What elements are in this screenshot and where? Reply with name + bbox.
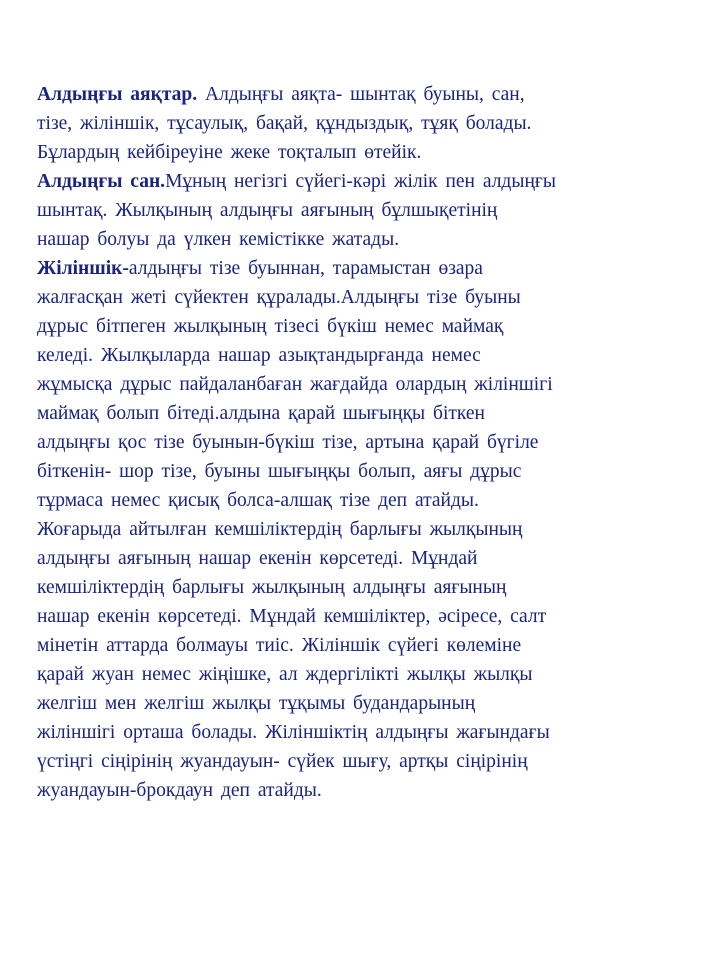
line-text: Бұлардың кейбіреуіне жеке тоқталып өтейік. (37, 142, 422, 163)
line-text: маймақ болып бітеді.алдына қарай шығыңқы біткен (37, 403, 485, 424)
line-text: Алдыңғы аяқта- шынтақ буыны, сан, (197, 84, 525, 105)
line-text: жуандауын-брокдаун деп атайды. (37, 780, 322, 801)
text-line (37, 689, 697, 718)
line-text: шынтақ. Жылқының алдыңғы аяғының бұлшықетінің (37, 200, 498, 221)
line-text: дұрыс бітпеген жылқының тізесі бүкіш немес маймақ (37, 316, 504, 337)
text-line (37, 457, 697, 486)
line-text: тұрмаса немес қисық болса-алшақ тізе деп атайды. (37, 490, 479, 511)
text-line (37, 109, 697, 138)
text-line (37, 138, 697, 167)
text-line (37, 515, 697, 544)
text-line (37, 196, 697, 225)
text-line (37, 631, 697, 660)
text-line (37, 167, 697, 196)
text-line (37, 370, 697, 399)
line-text: жіліншігі орташа болады. Жіліншіктің алдыңғы жағындағы (37, 722, 550, 743)
line-text: нашар екенін көрсетеді. Мұндай кемшіліктер, әсіресе, салт (37, 606, 547, 627)
text-line (37, 602, 697, 631)
text-line (37, 776, 697, 805)
text-line (37, 283, 697, 312)
text-line (37, 312, 697, 341)
line-text: нашар болуы да үлкен кемістікке жатады. (37, 229, 400, 250)
document-body (37, 80, 697, 805)
line-text: жұмысқа дұрыс пайдаланбаған жағдайда олардың жіліншігі (37, 374, 553, 395)
text-line (37, 544, 697, 573)
line-text: Жоғарыда айтылған кемшіліктердің барлығы жылқының (37, 519, 523, 540)
line-text: тізе, жіліншік, тұсаулық, бақай, құндыздық, тұяқ болады. (37, 113, 532, 134)
heading-forearm: Алдыңғы сан. (37, 171, 166, 192)
line-text: біткенін- шор тізе, буыны шығыңқы болып, аяғы дұрыс (37, 461, 522, 482)
line-text: Мұның негізгі сүйегі-кәрі жілік пен алдыңғы (165, 171, 556, 192)
line-text: алдыңғы қос тізе буынын-бүкіш тізе, артына қарай бүгіле (37, 432, 539, 453)
text-line (37, 254, 697, 283)
text-line (37, 660, 697, 689)
line-text: желгіш мен желгіш жылқы тұқымы будандарының (37, 693, 476, 714)
text-line (37, 399, 697, 428)
text-line (37, 341, 697, 370)
text-line (37, 80, 697, 109)
heading-cannon: Жіліншік- (37, 258, 129, 279)
line-text: кемшіліктердің барлығы жылқының алдыңғы аяғының (37, 577, 507, 598)
text-line (37, 225, 697, 254)
line-text: қарай жуан немес жіңішке, ал ждергілікті жылқы жылқы (37, 664, 533, 685)
text-line (37, 428, 697, 457)
line-text: алдыңғы аяғының нашар екенін көрсетеді. Мұндай (37, 548, 478, 569)
text-line (37, 747, 697, 776)
line-text: үстіңгі сіңірінің жуандауын- сүйек шығу, артқы сіңірінің (37, 751, 528, 772)
text-line (37, 718, 697, 747)
line-text: алдыңғы тізе буыннан, тарамыстан өзара (128, 258, 483, 279)
line-text: жалғасқан жеті сүйектен құралады.Алдыңғы тізе буыны (37, 287, 521, 308)
heading-front-legs: Алдыңғы аяқтар. (37, 84, 198, 105)
line-text: мінетін аттарда болмауы тиіс. Жіліншік сүйегі көлеміне (37, 635, 522, 656)
line-text: келеді. Жылқыларда нашар азықтандырғанда немес (37, 345, 481, 366)
text-line (37, 573, 697, 602)
text-line (37, 486, 697, 515)
